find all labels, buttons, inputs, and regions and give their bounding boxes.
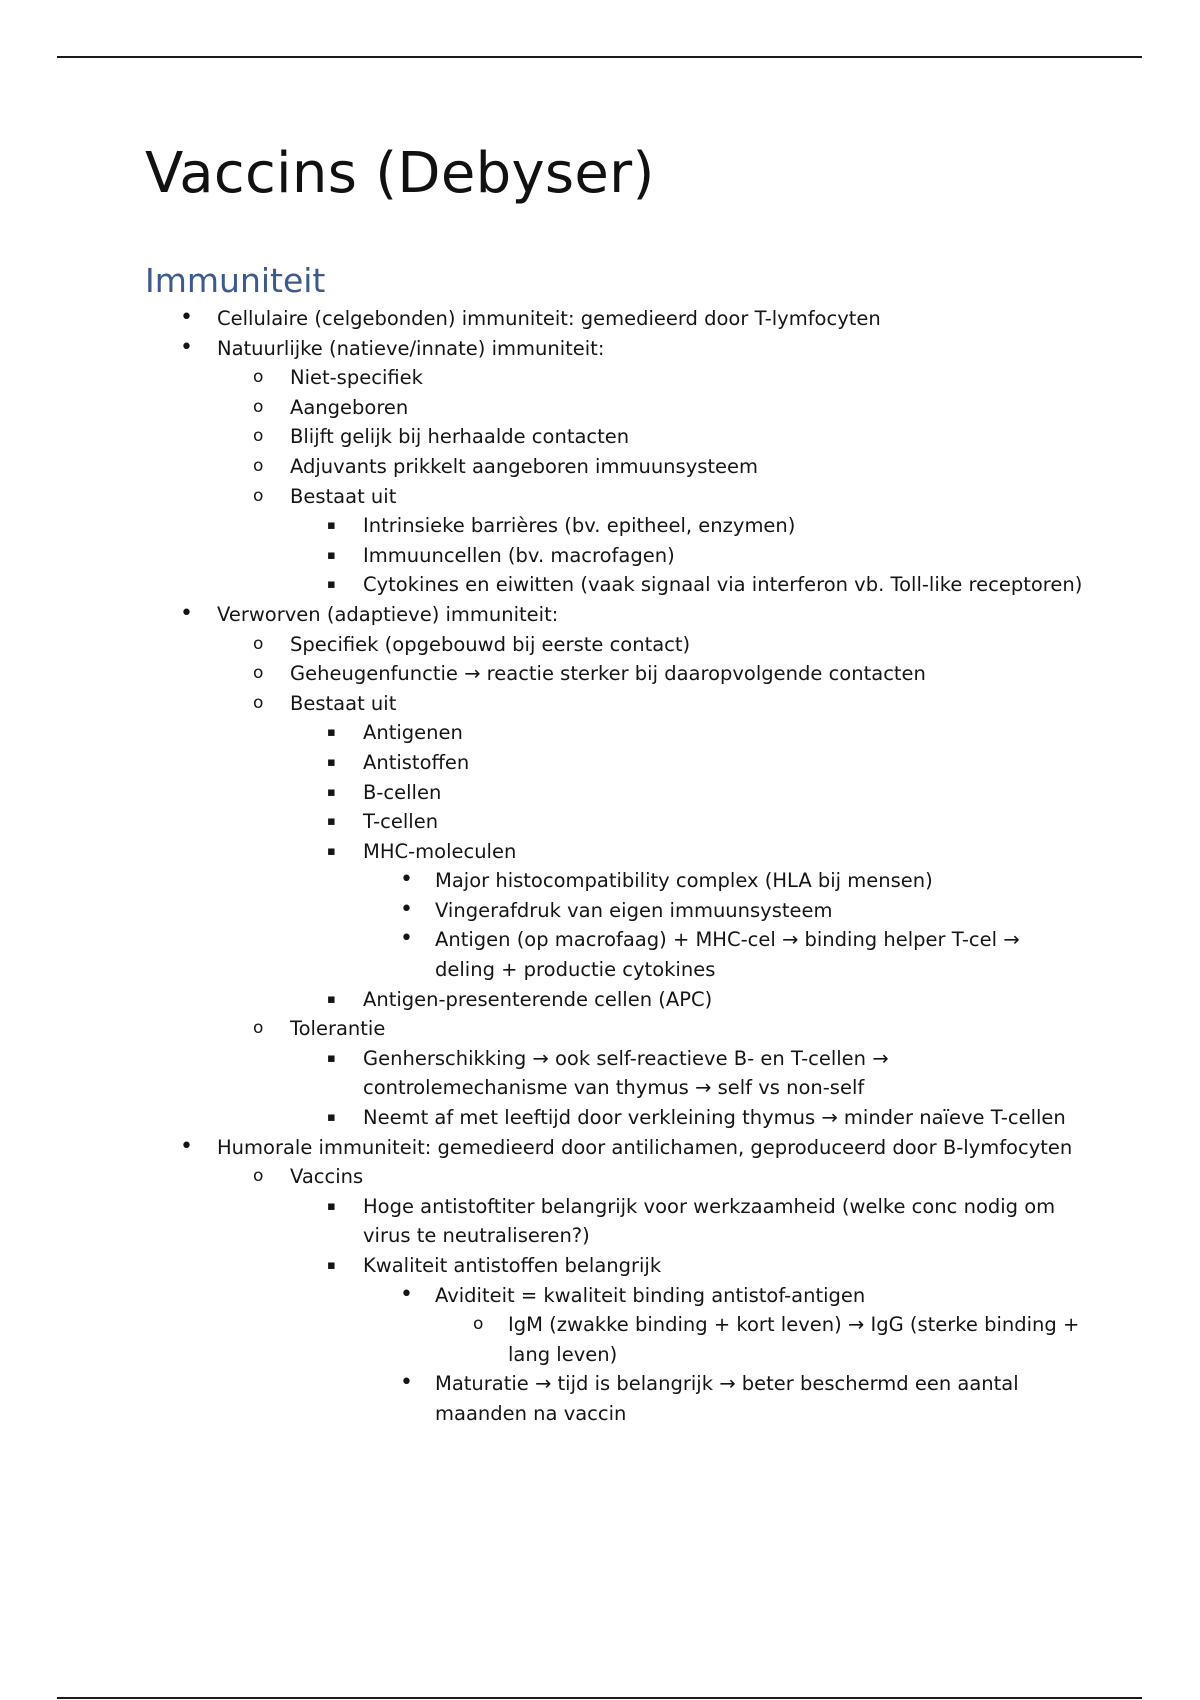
- list-item-text: Tolerantie: [290, 1017, 386, 1041]
- disc-bullet-icon: •: [400, 1281, 413, 1307]
- list-item-text: Major histocompatibility complex (HLA bij mensen): [435, 869, 933, 893]
- list-item-text: Niet-specifiek: [290, 366, 423, 390]
- list-item-text: Vaccins: [290, 1165, 364, 1189]
- list-item-text: Adjuvants prikkelt aangeboren immuunsysteem: [290, 454, 759, 478]
- footer-rule: [57, 1697, 1142, 1699]
- list-item: [0, 600, 1200, 630]
- square-bullet-icon: ▪: [327, 1110, 336, 1126]
- list-item: [0, 1103, 1200, 1133]
- disc-bullet-icon: •: [180, 334, 193, 360]
- list-item-text: Genherschikking → ook self-reactieve B- en T-cellen → controlemechanisme van thymus → self vs non-self: [363, 1046, 889, 1100]
- list-item: [0, 393, 1200, 423]
- circle-bullet-icon: o: [253, 663, 264, 684]
- list-item: [0, 422, 1200, 452]
- square-bullet-icon: ▪: [327, 843, 336, 859]
- list-item-text: Hoge antistoftiter belangrijk voor werkzaamheid (welke conc nodig om virus te neutraliseren?): [363, 1194, 1056, 1248]
- circle-bullet-icon: o: [253, 396, 264, 417]
- list-item-text: Antistoffen: [363, 750, 470, 774]
- list-item-text: MHC-moleculen: [363, 839, 517, 863]
- circle-bullet-icon: o: [253, 367, 264, 388]
- list-item: [0, 1014, 1200, 1044]
- square-bullet-icon: ▪: [327, 577, 336, 593]
- circle-bullet-icon: o: [253, 1018, 264, 1039]
- list-item-text: Maturatie → tijd is belangrijk → beter beschermd een aantal maanden na vaccin: [435, 1372, 1019, 1425]
- list-item: [0, 1192, 1200, 1251]
- list-item-text: Verworven (adaptieve) immuniteit:: [217, 602, 559, 626]
- list-item-text: Intrinsieke barrières (bv. epitheel, enzymen): [363, 514, 796, 538]
- disc-bullet-icon: •: [180, 305, 193, 330]
- list-item: [0, 630, 1200, 660]
- circle-bullet-icon: o: [253, 485, 264, 506]
- list-item: [0, 363, 1200, 393]
- list-item-text: Cytokines en eiwitten (vaak signaal via interferon vb. Toll-like receptoren): [363, 573, 1083, 597]
- square-bullet-icon: ▪: [327, 547, 336, 563]
- circle-bullet-icon: o: [473, 1314, 484, 1335]
- list-item-text: Specifiek (opgebouwd bij eerste contact): [290, 632, 691, 656]
- list-item-text: IgM (zwakke binding + kort leven) → IgG (sterke binding + lang leven): [508, 1313, 1080, 1366]
- list-item: [0, 837, 1200, 867]
- list-item: [0, 1369, 1200, 1428]
- list-item-text: T-cellen: [363, 810, 439, 834]
- square-bullet-icon: ▪: [327, 784, 336, 800]
- list-item: [0, 689, 1200, 719]
- list-item: [0, 807, 1200, 837]
- list-item-text: Antigen-presenterende cellen (APC): [363, 987, 713, 1011]
- list-item: [0, 748, 1200, 778]
- list-item-text: Kwaliteit antistoffen belangrijk: [363, 1254, 662, 1277]
- list-item-text: B-cellen: [363, 780, 442, 804]
- document-title: Vaccins (Debyser): [145, 141, 655, 206]
- list-item-text: Blijft gelijk bij herhaalde contacten: [290, 425, 630, 449]
- list-item: [0, 778, 1200, 808]
- square-bullet-icon: ▪: [327, 754, 336, 770]
- list-item: [0, 718, 1200, 748]
- disc-bullet-icon: •: [400, 926, 413, 952]
- circle-bullet-icon: o: [253, 426, 264, 447]
- list-item-text: Natuurlijke (natieve/innate) immuniteit:: [217, 336, 605, 360]
- list-item: [0, 1044, 1200, 1103]
- list-item: [0, 1310, 1200, 1369]
- square-bullet-icon: ▪: [327, 1050, 336, 1066]
- square-bullet-icon: ▪: [327, 1258, 336, 1273]
- list-item-text: Bestaat uit: [290, 484, 397, 508]
- circle-bullet-icon: o: [253, 692, 264, 713]
- list-item-text: Aangeboren: [290, 395, 409, 419]
- square-bullet-icon: ▪: [327, 1198, 336, 1214]
- list-item-text: Cellulaire (celgebonden) immuniteit: gemedieerd door T-lymfocyten: [217, 307, 881, 330]
- disc-bullet-icon: •: [400, 867, 413, 893]
- disc-bullet-icon: •: [180, 600, 193, 626]
- list-item: [0, 985, 1200, 1015]
- list-item-text: Geheugenfunctie → reactie sterker bij daaropvolgende contacten: [290, 662, 926, 686]
- list-item: [0, 1251, 1200, 1281]
- disc-bullet-icon: •: [400, 1370, 413, 1396]
- list-item: [0, 925, 1200, 984]
- circle-bullet-icon: o: [253, 633, 264, 654]
- list-item: [0, 866, 1200, 896]
- list-item-text: Vingerafdruk van eigen immuunsysteem: [435, 898, 833, 922]
- list-item-text: Antigenen: [363, 721, 463, 745]
- disc-bullet-icon: •: [180, 1133, 193, 1159]
- circle-bullet-icon: o: [253, 1166, 264, 1187]
- square-bullet-icon: ▪: [327, 725, 336, 741]
- disc-bullet-icon: •: [400, 896, 413, 922]
- list-item: [0, 541, 1200, 571]
- list-item: [0, 896, 1200, 926]
- list-item: [0, 1281, 1200, 1311]
- square-bullet-icon: ▪: [327, 518, 336, 534]
- circle-bullet-icon: o: [253, 455, 264, 476]
- list-item: [0, 482, 1200, 512]
- list-item: [0, 659, 1200, 689]
- header-rule: [57, 56, 1142, 58]
- list-item: [0, 452, 1200, 482]
- list-item: [0, 1133, 1200, 1163]
- list-item: [0, 304, 1200, 334]
- list-item-text: Aviditeit = kwaliteit binding antistof-antigen: [435, 1283, 866, 1307]
- square-bullet-icon: ▪: [327, 991, 336, 1007]
- list-item-text: Antigen (op macrofaag) + MHC-cel → binding helper T-cel → deling + productie cytokines: [435, 928, 1020, 982]
- bullet-list: [0, 304, 1200, 1429]
- list-item: [0, 1162, 1200, 1192]
- section-heading: Immuniteit: [145, 261, 326, 300]
- list-item: [0, 570, 1200, 600]
- list-item-text: Humorale immuniteit: gemedieerd door antilichamen, geproduceerd door B-lymfocyten: [217, 1135, 1073, 1159]
- square-bullet-icon: ▪: [327, 814, 336, 830]
- list-item: [0, 511, 1200, 541]
- list-item-text: Neemt af met leeftijd door verkleining thymus → minder naïeve T-cellen: [363, 1106, 1066, 1130]
- list-item: [0, 334, 1200, 364]
- list-item-text: Immuuncellen (bv. macrofagen): [363, 543, 675, 567]
- list-item-text: Bestaat uit: [290, 691, 397, 715]
